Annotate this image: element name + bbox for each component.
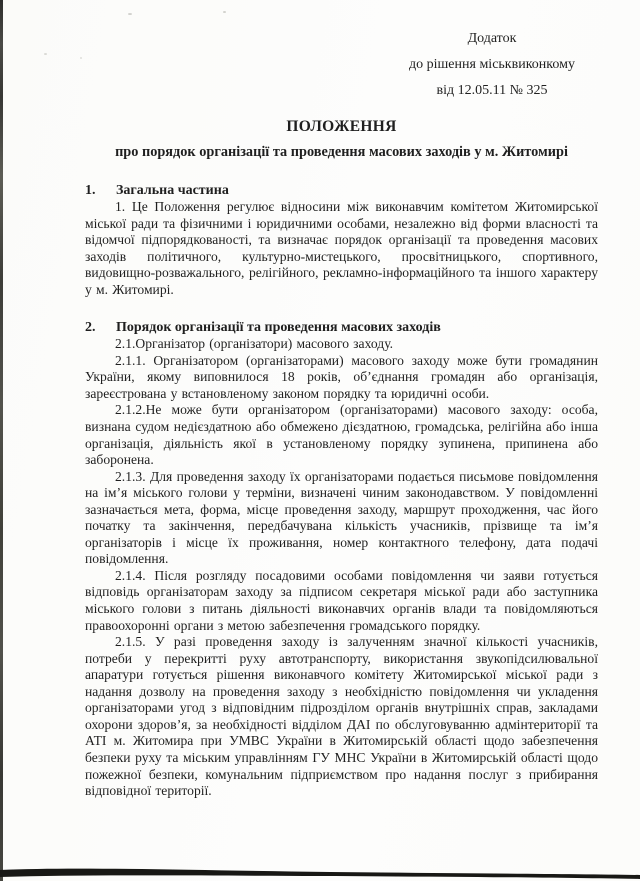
paragraph-2-1-5: 2.1.5. У разі проведення заходу із залученням значної кількості учасників, потреби у перекритті руху автотранспорту, використання звукопідсилювальної апаратури готується рішення виконавчого комітету Житомирської міської ради з надання дозволу на проведення заходу з необхідністю повідомлення чи укладення організаторами угод з відповідним підрозділом органів внутрішніх справ, закладами охорони здоров’я, за необхідності відділом ДАІ по обслуговуванню адмінтериторії та АТІ м. Житомира при УМВС України в Житомирській області щодо забезпечення безпеки руху та міським управлінням ГУ МНС України в Житомирській області щодо пожежної безпеки, комунальним підприємством про надання послуг з прибирання відповідної території.: [85, 634, 598, 799]
section-1-heading: [85, 182, 598, 199]
paragraph-2-1: 2.1.Організатор (організатори) масового заходу.: [115, 336, 394, 352]
section-2-heading: [85, 319, 598, 336]
section-procedure: [85, 319, 598, 799]
document-title: ПОЛОЖЕННЯ: [286, 118, 397, 135]
document-subtitle: про порядок організації та проведення масових заходів у м. Житомирі: [115, 144, 568, 160]
scan-left-edge-artifact: [0, 0, 3, 881]
section-general: [85, 182, 598, 298]
paragraph-2-1-2: 2.1.2.Не може бути організатором (організаторами) масового заходу: особа, визнана судом недієздатною або обмежено дієздатною, громадська, релігійна або інша організація, діяльність якої в установленому порядку зупинена, припинена або заборонена.: [85, 402, 598, 468]
section-1-heading-text: Загальна частина: [116, 183, 229, 198]
section-1-number: 1.: [85, 183, 96, 198]
section-2-heading-text: Порядок організації та проведення масових заходів: [116, 320, 441, 336]
section-2-number: 2.: [85, 320, 96, 336]
paragraph-2-1-4: 2.1.4. Після розгляду посадовими особами повідомлення чи заяви готується відповідь організаторам заходу за підписом секретаря міської ради або заступника міського голови з питань діяльності виконавчих органів влади та повідомляються правоохоронні органи з метою забезпечення громадського порядку.: [85, 567, 598, 633]
paragraph-2-1-1: 2.1.1. Організатором (організаторами) масового заходу може бути громадянин України, якому виповнилося 18 років, об’єднання громадян або організація, зареєстрована у встановленому законом порядку та юридичні особи.: [85, 352, 598, 401]
annex-line-2: до рішення міськвиконкому: [409, 57, 575, 72]
scan-speck: [80, 57, 82, 59]
scan-bottom-edge-artifact: [0, 863, 640, 881]
annex-line-1: Додаток: [467, 31, 517, 46]
paragraph-2-1-3: 2.1.3. Для проведення заходу їх організаторами подається письмове повідомлення на ім’я міського голови у терміни, визначені чиним законодавством. У повідомленні зазначається мета, форма, місце проведення заходу, маршрут проходження, час його початку та закінчення, передбачувана кількість учасників, прізвище та ім’я організаторів і місце їх проживання, номер контактного телефону, дата подачі повідомлення.: [85, 468, 598, 567]
scan-speck: [44, 53, 47, 55]
scan-speck: [128, 13, 132, 15]
document-content: [85, 26, 598, 800]
scan-speck: [223, 11, 226, 13]
annex-reference-block: [386, 26, 598, 104]
paragraph-1: 1. Це Положення регулює відносини між виконавчим комітетом Житомирської міської ради та фізичними і юридичними особами, незалежно від форми власності та відомчої підпорядкованості, та визначає порядок організації та проведення масових заходів політичного, культурно-мистецького, просвітницького, спортивного, видовищно-розважального, релігійного, рекламно-інформаційного та іншого характеру у м. Житомирі.: [85, 199, 598, 297]
annex-line-3: від 12.05.11 № 325: [436, 83, 548, 98]
